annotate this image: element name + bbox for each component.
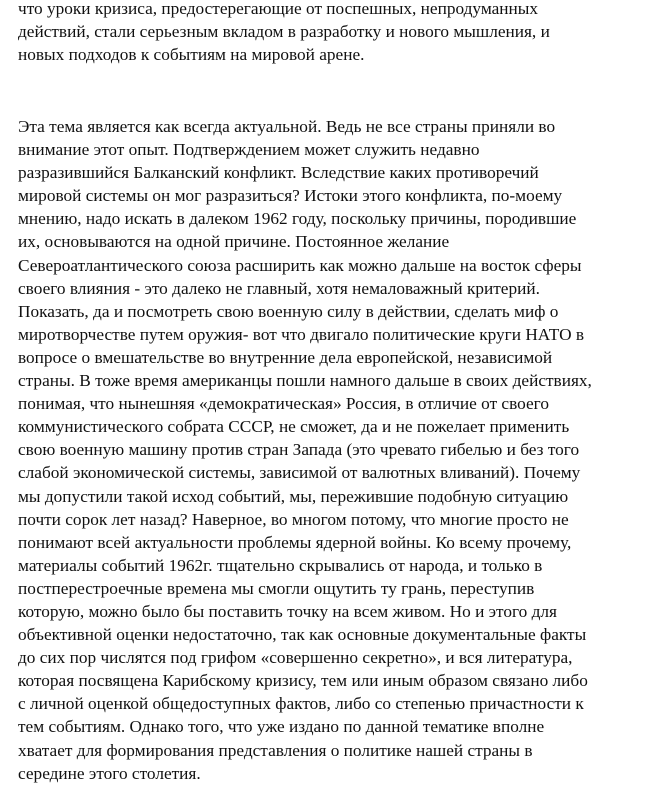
text-line: что уроки кризиса, предостерегающие от поспешных, непродуманных [18, 0, 539, 18]
text-line: вопросе о вмешательстве во внутренние дела европейской, независимой [18, 347, 553, 367]
text-line: с личной оценкой общедоступных фактов, либо со степенью причастности к [18, 694, 584, 714]
text-line: постперестроечные времена мы смогли ощутить ту грань, переступив [18, 578, 535, 598]
text-line: понимают всей актуальности проблемы ядерной войны. Ко всему прочему, [18, 532, 572, 552]
text-line: их, основываются на одной причине. Постоянное желание [18, 232, 450, 252]
text-line: которая посвящена Карибскому кризису, тем или иным образом связано либо [18, 671, 588, 691]
text-line: коммунистического собрата СССР, не сможет, да и не пожелает применить [18, 417, 570, 437]
text-line: хватает для формирования представления о политике нашей страны в [18, 740, 533, 760]
text-line: своего влияния - это далеко не главный, хотя немаловажный критерий. [18, 278, 540, 298]
text-line: мировой системы он мог разразиться? Истоки этого конфликта, по-моему [18, 186, 563, 206]
text-line: мы допустили такой исход событий, мы, пережившие подобную ситуацию [18, 486, 569, 506]
text-line: страны. В тоже время американцы пошли намного дальше в своих действиях, [18, 371, 592, 391]
text-line: материалы событий 1962г. тщательно скрывались от народа, и только в [18, 555, 543, 575]
text-line: понимая, что нынешняя «демократическая» Россия, в отличие от своего [18, 394, 549, 414]
text-line: Показать, да и посмотреть свою военную силу в действии, сделать миф о [18, 301, 559, 321]
text-line: Эта тема является как всегда актуальной. Ведь не все страны приняли во [18, 117, 556, 136]
paragraph-1 [18, 0, 550, 66]
text-line: Североатлантического союза расширить как можно дальше на восток сферы [18, 255, 582, 275]
text-line: которую, можно было бы поставить точку на всем живом. Но и этого для [18, 601, 558, 621]
text-line: середине этого столетия. [18, 763, 201, 783]
text-line: новых подходов к событиям на мировой арене. [18, 45, 365, 65]
text-line: до сих пор числятся под грифом «совершенно секретно», и вся литература, [18, 648, 573, 668]
text-line: мнению, надо искать в далеком 1962 году, поскольку причины, породившие [18, 209, 577, 229]
text-line: свою военную машину против стран Запада (это чревато гибелью и без того [18, 440, 580, 460]
text-line: почти сорок лет назад? Наверное, во многом потому, что многие просто не [18, 509, 569, 529]
text-line: внимание этот опыт. Подтверждением может служить недавно [18, 140, 480, 160]
text-line: тем событиям. Однако того, что уже издано по данной тематике вполне [18, 717, 545, 737]
paragraph-2 [18, 115, 592, 785]
text-line: разразившийся Балканский конфликт. Вследствие каких противоречий [18, 163, 539, 183]
text-line: миротворчестве путем оружия- вот что двигало политические круги НАТО в [18, 324, 585, 344]
text-line: слабой экономической системы, зависимой от валютных вливаний). Почему [18, 463, 581, 483]
text-line: объективной оценки недостаточно, так как основные документальные факты [18, 625, 587, 645]
text-line: действий, стали серьезным вкладом в разработку и нового мышления, и [18, 22, 550, 42]
